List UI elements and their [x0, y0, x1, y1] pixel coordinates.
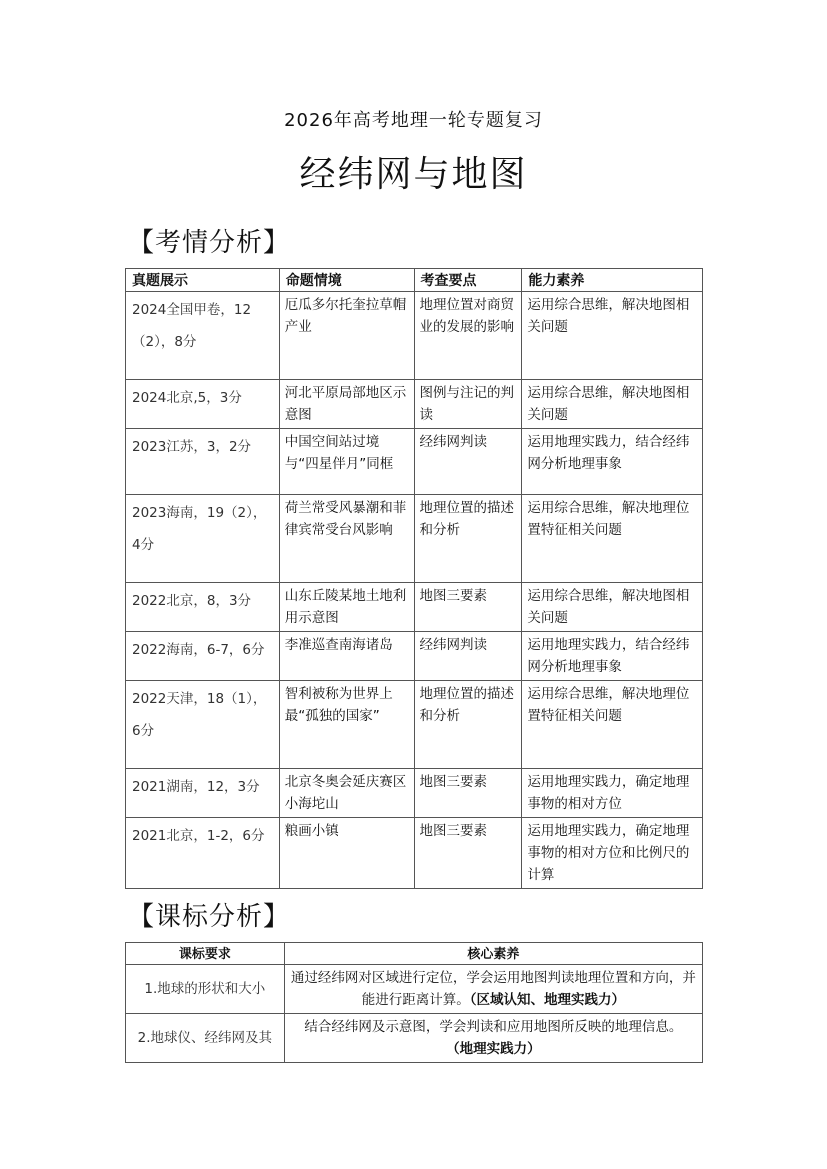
competency: 运用综合思维，解决地理位置特征相关问题 [522, 681, 703, 769]
table-header-row [126, 269, 703, 292]
context: 山东丘陵某地土地利用示意图 [279, 583, 414, 632]
column-header: 真题展示 [126, 269, 280, 292]
competency: 运用综合思维，解决地图相关问题 [522, 583, 703, 632]
context: 河北平原局部地区示意图 [279, 380, 414, 429]
key-point: 经纬网判读 [414, 429, 522, 495]
section-heading-exam: 【考情分析】 [128, 228, 291, 258]
exam-source: 2023江苏，3，2分 [126, 429, 280, 495]
exam-source: 2022海南，6-7，6分 [126, 632, 280, 681]
curriculum-standards-table [125, 942, 703, 1063]
context: 荷兰常受风暴潮和菲律宾常受台风影响 [279, 495, 414, 583]
competency: 运用地理实践力，确定地理事物的相对方位 [522, 769, 703, 818]
key-point: 经纬网判读 [414, 632, 522, 681]
key-point: 地图三要素 [414, 583, 522, 632]
context: 李准巡查南海诸岛 [279, 632, 414, 681]
requirement: 1.地球的形状和大小 [126, 965, 285, 1014]
context: 中国空间站过境与“四星伴月”同框 [279, 429, 414, 495]
context: 智利被称为世界上最“孤独的国家” [279, 681, 414, 769]
context: 厄瓜多尔托奎拉草帽产业 [279, 292, 414, 380]
exam-source: 2022北京，8，3分 [126, 583, 280, 632]
context: 北京冬奥会延庆赛区小海坨山 [279, 769, 414, 818]
literacy-tag: （区域认知、地理实践力） [469, 992, 625, 1008]
exam-source: 2021湖南，12，3分 [126, 769, 280, 818]
exam-source: 2023海南，19（2），4分 [126, 495, 280, 583]
section-heading-standards: 【课标分析】 [128, 902, 291, 932]
table-row [126, 769, 703, 818]
literacy-text: 结合经纬网及示意图，学会判读和应用地图所反映的地理信息。 [304, 1019, 683, 1035]
exam-source: 2024北京,5，3分 [126, 380, 280, 429]
requirement: 2.地球仪、经纬网及其 [126, 1014, 285, 1063]
key-point: 地理位置的描述和分析 [414, 681, 522, 769]
competency: 运用综合思维，解决地图相关问题 [522, 292, 703, 380]
table-row [126, 380, 703, 429]
table-row [126, 1014, 703, 1063]
column-header: 能力素养 [522, 269, 703, 292]
competency: 运用地理实践力，结合经纬网分析地理事象 [522, 429, 703, 495]
key-point: 地图三要素 [414, 818, 522, 889]
competency: 运用地理实践力，结合经纬网分析地理事象 [522, 632, 703, 681]
literacy-tag: （地理实践力） [446, 1041, 541, 1057]
table-row [126, 632, 703, 681]
table-row [126, 681, 703, 769]
table-row [126, 495, 703, 583]
subtitle: 2026年高考地理一轮专题复习 [284, 110, 543, 131]
column-header: 课标要求 [126, 943, 285, 965]
key-point: 图例与注记的判读 [414, 380, 522, 429]
competency: 运用地理实践力，确定地理事物的相对方位和比例尺的计算 [522, 818, 703, 889]
table-row [126, 818, 703, 889]
key-point: 地理位置的描述和分析 [414, 495, 522, 583]
column-header: 核心素养 [284, 943, 702, 965]
key-point: 地图三要素 [414, 769, 522, 818]
literacy-cell [284, 1014, 702, 1063]
exam-source: 2021北京，1-2，6分 [126, 818, 280, 889]
table-row [126, 583, 703, 632]
exam-source: 2024全国甲卷，12（2），8分 [126, 292, 280, 380]
table-row [126, 965, 703, 1014]
table-row [126, 292, 703, 380]
literacy-text: 通过经纬网对区域进行定位，学会运用地图判读地理位置和方向，并能进行距离计算。 [290, 970, 696, 1008]
page-title: 经纬网与地图 [299, 154, 528, 195]
column-header: 考查要点 [414, 269, 522, 292]
exam-analysis-table [125, 268, 703, 889]
exam-source: 2022天津，18（1），6分 [126, 681, 280, 769]
competency: 运用综合思维，解决地理位置特征相关问题 [522, 495, 703, 583]
table-row [126, 429, 703, 495]
table-header-row [126, 943, 703, 965]
literacy-cell [284, 965, 702, 1014]
context: 粮画小镇 [279, 818, 414, 889]
column-header: 命题情境 [279, 269, 414, 292]
competency: 运用综合思维，解决地图相关问题 [522, 380, 703, 429]
key-point: 地理位置对商贸业的发展的影响 [414, 292, 522, 380]
